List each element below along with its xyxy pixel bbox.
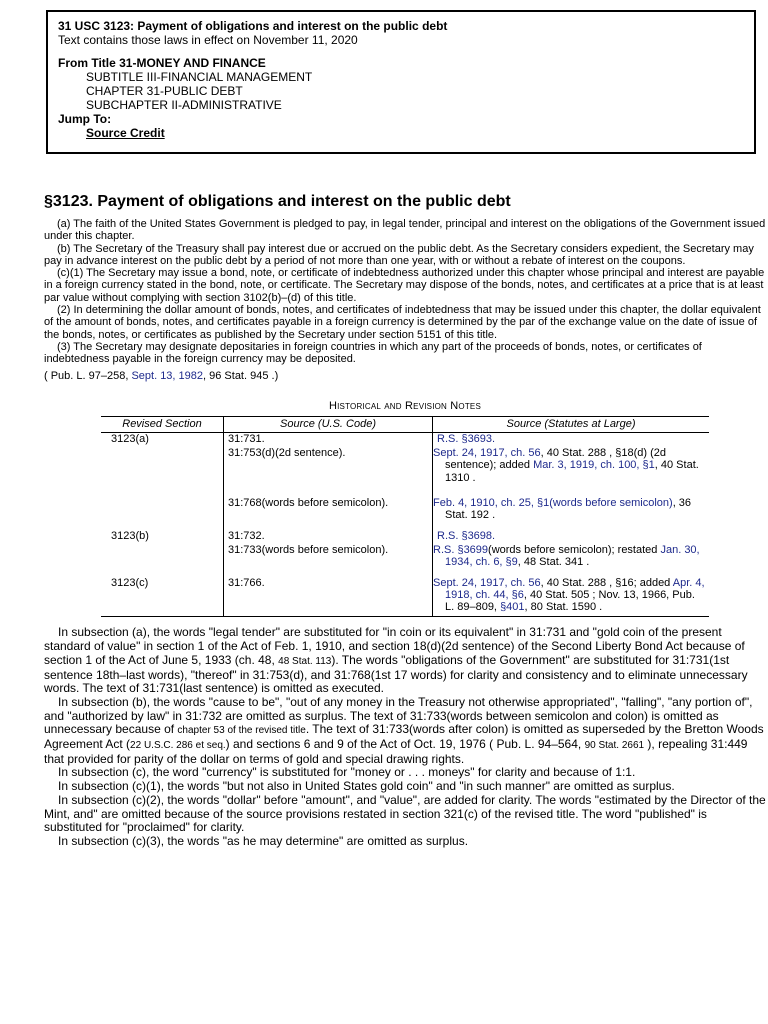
statute-link[interactable]: §401: [500, 601, 525, 614]
section-heading: §3123. Payment of obligations and interest on the public debt: [44, 193, 511, 210]
statutes-cell: Feb. 4, 1910, ch. 25, §1(words before semicolon), 36 Stat. 192 .: [433, 497, 710, 530]
statute-link[interactable]: Jan. 30, 1934, ch. 6, §9: [445, 543, 700, 569]
subsection-b: (b) The Secretary of the Treasury shall pay interest due or accrued on the public debt. As the Secretary considers expedient, the Secretary may pay in advance interest on the public debt by a period of not more than one year, with or without a rebate of interest on the coupons.: [44, 242, 754, 267]
from-title: From Title 31-MONEY AND FINANCE: [58, 56, 266, 70]
subsection-c2: (2) In determining the dollar amount of bonds, notes, and certificates of indebtedness that may be issued under this chapter, the dollar equivalent of the amount of bonds, notes, and certificates payable in a foreign currency is determined by the par of the exchange value on the date of issue of the bonds, notes, or certificates as published by the Secretary under section 5151 of this title.: [44, 304, 761, 341]
statutes-cell: R.S. §3699(words before semicolon); restated Jan. 30, 1934, ch. 6, §9, 48 Stat. 341 .: [433, 544, 710, 577]
statute-link[interactable]: Sept. 24, 1917, ch. 56: [433, 576, 541, 589]
column-header: Revised Section: [101, 416, 224, 432]
document-title: 31 USC 3123: Payment of obligations and interest on the public debt: [58, 19, 448, 33]
usc-source-cell: 31:766.: [224, 577, 433, 617]
statutes-cell: [433, 432, 710, 447]
jump-to-label: Jump To:: [58, 112, 112, 126]
table-row: [101, 577, 709, 617]
statute-link[interactable]: Mar. 3, 1919, ch. 100, §1: [533, 459, 655, 472]
revised-section-cell: 3123(c): [101, 577, 224, 617]
usc-source-cell: 31:731.: [224, 432, 433, 447]
usc-source-cell: 31:732.: [224, 530, 433, 544]
column-header: Source (U.S. Code): [224, 416, 433, 432]
revision-notes: [44, 626, 766, 848]
statutes-cell: [433, 530, 710, 544]
note-paragraph: In subsection (c), the word "currency" is substituted for "money or . . . moneys" for clarity and because of 1:1.: [58, 765, 636, 780]
table-row: [101, 432, 709, 447]
effective-date-note: Text contains those laws in effect on November 11, 2020: [58, 33, 358, 47]
usc-source-cell: 31:768(words before semicolon).: [224, 497, 433, 530]
subsection-c3: (3) The Secretary may designate depositaries in foreign countries in which any part of the proceeds of bonds, notes, or certificates of indebtedness payable in the foreign currency may be deposited.: [44, 340, 702, 366]
document-header-box: [46, 10, 756, 154]
column-header: Source (Statutes at Large): [433, 416, 710, 432]
statute-link[interactable]: R.S. §3699: [433, 543, 489, 556]
note-paragraph: In subsection (c)(2), the words "dollar" before "amount", and "value", are added for clarity. The words "estimated by the Director of the Mint, and" are omitted because of the source provisions restated in section 321(c) of the revised title. The word "published" is substituted for "proclaimed" for clarity.: [44, 792, 766, 835]
statute-link[interactable]: R.S. §3698.: [437, 529, 496, 542]
subchapter-line: SUBCHAPTER II-ADMINISTRATIVE: [86, 98, 282, 112]
statute-link[interactable]: Feb. 4, 1910, ch. 25, §1(words before semicolon): [433, 497, 673, 510]
main-content: [44, 192, 766, 849]
table-row: [101, 497, 709, 530]
table-row: [101, 544, 709, 577]
table-row: [101, 530, 709, 544]
chapter-line: CHAPTER 31-PUBLIC DEBT: [86, 84, 243, 98]
subsection-c1: (c)(1) The Secretary may issue a bond, note, or certificate of indebtedness authorized under this chapter whose principal and interest are payable in a foreign currency stated in the bond, note, or certificate. The Secretary may dispose of the bonds, notes, and certificates at a price that is at least par value without complying with section 3102(b)–(d) of this title.: [44, 267, 765, 304]
source-credit-link[interactable]: Source Credit: [86, 126, 165, 140]
usc-source-cell: 31:753(d)(2d sentence).: [224, 447, 433, 497]
table-row: [101, 447, 709, 497]
history-notes-title: Historical and Revision Notes: [328, 399, 481, 412]
subtitle-line: SUBTITLE III-FINANCIAL MANAGEMENT: [86, 70, 313, 84]
citation-date-link[interactable]: Sept. 13, 1982: [131, 369, 204, 382]
statute-link[interactable]: R.S. §3693.: [437, 432, 496, 445]
note-paragraph: In subsection (c)(1), the words "but not also in United States gold coin" and "in such manner" are omitted as surplus.: [58, 779, 675, 794]
revised-section-cell: 3123(b): [111, 529, 149, 542]
statutes-cell: Sept. 24, 1917, ch. 56, 40 Stat. 288 , §18(d) (2d sentence); added Mar. 3, 1919, ch. 100, §1, 40 Stat. 1310 .: [433, 447, 710, 497]
statutes-cell: Sept. 24, 1917, ch. 56, 40 Stat. 288 , §16; added Apr. 4, 1918, ch. 44, §6, 40 Stat. 505 ; Nov. 13, 1966, Pub. L. 89–809, §401, 80 Stat. 1590 .: [433, 577, 710, 617]
note-paragraph: In subsection (b), the words "cause to be", "out of any money in the Treasury not otherwise appropriated", "falling", "any portion of", and "authorized by law" in 31:732 are omitted as surplus. The text of 31:733(words between semicolon and colon) is omitted as unnecessary because of chapter 53 of the revised title. The text of 31:733(words after colon) is omitted as superseded by the Bretton Woods Agreement Act (22 U.S.C. 286 et seq.) and sections 6 and 9 of the Act of Oct. 19, 1976 ( Pub. L. 94–564, 90 Stat. 2661 ), repealing 31:449 that provided for parity of the dollar on terms of gold and special drawing rights.: [44, 694, 764, 766]
subsection-a: (a) The faith of the United States Government is pledged to pay, in legal tender, principal and interest on the obligations of the Government issued under this chapter.: [44, 218, 766, 243]
statute-link[interactable]: Apr. 4, 1918, ch. 44, §6: [445, 576, 705, 601]
source-citation: ( Pub. L. 97–258, Sept. 13, 1982, 96 Stat. 945 .): [44, 369, 279, 382]
statute-link[interactable]: Sept. 24, 1917, ch. 56: [433, 447, 541, 460]
note-paragraph: In subsection (a), the words "legal tender" are substituted for "in coin or its equivalent" in 31:731 and "gold coin of the present standard of value" in section 1 of the Act of Feb. 1, 1910, and section 18(d)(2d sentence) of the Second Liberty Bond Act because of section 1 of the Act of June 5, 1933 (ch. 48, 48 Stat. 113). The words "obligations of the Government" are substituted for 31:731(1st sentence 18th–last words), "thereof" in 31:753(d), and 31:768(1st 17 words) for clarity and consistency and to eliminate unnecessary words. The text of 31:731(last sentence) is omitted as executed.: [44, 625, 748, 696]
revised-section-cell: 3123(a): [111, 432, 149, 445]
usc-source-cell: 31:733(words before semicolon).: [224, 544, 433, 577]
derivation-table: [101, 416, 709, 618]
note-paragraph: In subsection (c)(3), the words "as he may determine" are omitted as surplus.: [58, 833, 469, 848]
